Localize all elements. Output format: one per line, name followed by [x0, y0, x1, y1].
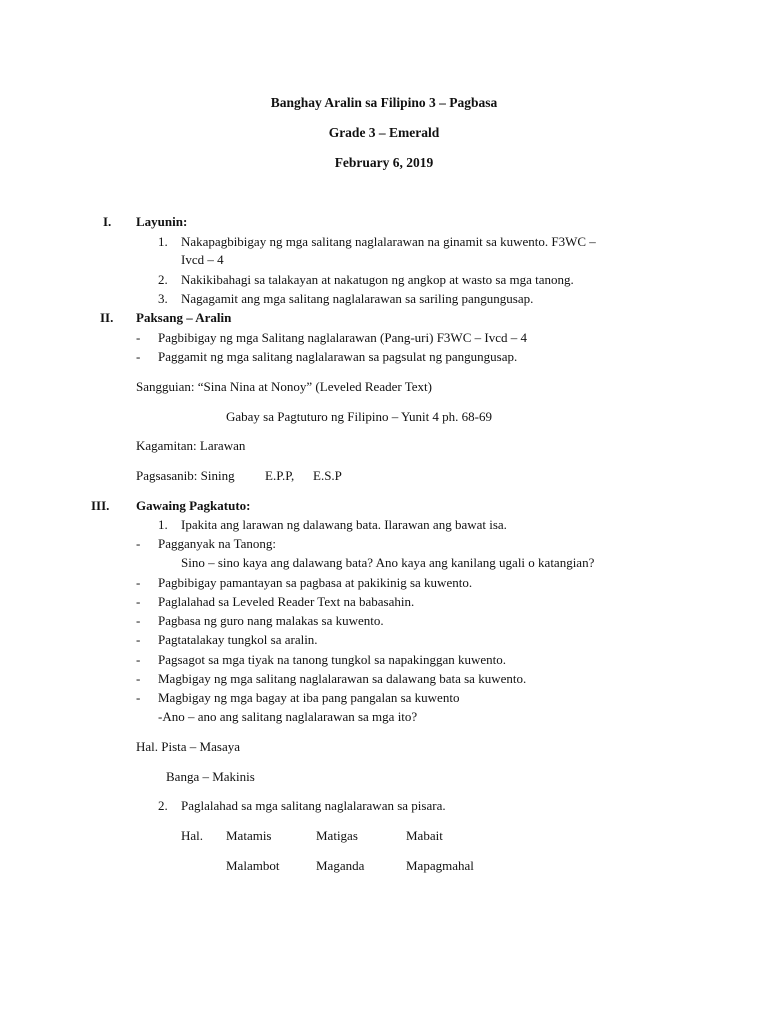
bullet-dash: - — [136, 330, 141, 345]
list-item: Paggamit ng mga salitang naglalarawan sa pagsulat ng pangungusap. — [158, 349, 518, 364]
word-cell: Matamis — [226, 828, 272, 843]
bullet-dash: - — [136, 575, 141, 590]
list-item: Paglalahad sa mga salitang naglalarawan sa pisara. — [181, 798, 446, 813]
list-item: Pagbibigay ng mga Salitang naglalarawan (Pang-uri) F3WC – Ivcd – 4 — [158, 330, 527, 345]
bullet-dash: - — [136, 690, 141, 705]
pagganyak-question: Sino – sino kaya ang dalawang bata? Ano kaya ang kanilang ugali o katangian? — [181, 555, 595, 570]
list-number: 3. — [158, 291, 168, 306]
list-item: Pagtatalakay tungkol sa aralin. — [158, 632, 318, 647]
word-cell: Mapagmahal — [406, 858, 474, 873]
list-item: Pagbibigay pamantayan sa pagbasa at pakikinig sa kuwento. — [158, 575, 473, 590]
bullet-dash: - — [136, 652, 141, 667]
section-numeral-i: I. — [103, 214, 112, 229]
list-item: Pagsagot sa mga tiyak na tanong tungkol sa napakinggan kuwento. — [158, 652, 507, 667]
gabay-line: Gabay sa Pagtuturo ng Filipino – Yunit 4 ph. 68-69 — [226, 409, 493, 424]
section-heading-gawain: Gawaing Pagkatuto: — [136, 498, 251, 513]
bullet-dash: - — [136, 613, 141, 628]
word-cell: Matigas — [316, 828, 358, 843]
list-item: Nakikibahagi sa talakayan at nakatugon ng angkop at wasto sa mga tanong. — [181, 272, 574, 287]
word-cell: Malambot — [226, 858, 280, 873]
grade-line: Grade 3 – Emerald — [328, 125, 440, 140]
section-numeral-iii: III. — [91, 498, 110, 513]
list-number: 1. — [158, 234, 168, 249]
section-heading-layunin: Layunin: — [136, 214, 188, 229]
bullet-dash: - — [136, 632, 141, 647]
list-item: Nagagamit ang mga salitang naglalarawan sa sariling pangungusap. — [181, 291, 534, 306]
list-item: Magbigay ng mga salitang naglalarawan sa dalawang bata sa kuwento. — [158, 671, 527, 686]
bullet-dash: - — [136, 536, 141, 551]
bullet-dash: - — [136, 671, 141, 686]
sanggunian-line: Sangguian: “Sina Nina at Nonoy” (Leveled Reader Text) — [136, 379, 432, 394]
pagganyak-label: Pagganyak na Tanong: — [158, 536, 276, 551]
list-item: Nakapagbibigay ng mga salitang naglalarawan na ginamit sa kuwento. F3WC – — [181, 234, 596, 249]
section-heading-paksa: Paksang – Aralin — [136, 310, 232, 325]
list-number: 2. — [158, 798, 168, 813]
pagsasanib-label: Pagsasanib: Sining — [136, 468, 235, 483]
document-title: Banghay Aralin sa Filipino 3 – Pagbasa — [270, 95, 498, 110]
list-item-continuation: Ivcd – 4 — [181, 252, 224, 267]
bullet-dash: - — [136, 594, 141, 609]
list-item: Paglalahad sa Leveled Reader Text na babasahin. — [158, 594, 415, 609]
list-number: 2. — [158, 272, 168, 287]
halimbawa-1: Hal. Pista – Masaya — [136, 739, 240, 754]
date-line: February 6, 2019 — [334, 155, 434, 170]
kagamitan-line: Kagamitan: Larawan — [136, 438, 246, 453]
pagsasanib-esp: E.S.P — [313, 468, 342, 483]
list-item: Ipakita ang larawan ng dalawang bata. Ilarawan ang bawat isa. — [181, 517, 507, 532]
list-item: Pagbasa ng guro nang malakas sa kuwento. — [158, 613, 384, 628]
word-cell: Mabait — [406, 828, 443, 843]
hal-label: Hal. — [181, 828, 204, 843]
sub-question: -Ano – ano ang salitang naglalarawan sa mga ito? — [158, 709, 418, 724]
list-number: 1. — [158, 517, 168, 532]
section-numeral-ii: II. — [100, 310, 114, 325]
word-cell: Maganda — [316, 858, 365, 873]
bullet-dash: - — [136, 349, 141, 364]
list-item: Magbigay ng mga bagay at iba pang pangalan sa kuwento — [158, 690, 460, 705]
pagsasanib-epp: E.P.P, — [265, 468, 295, 483]
halimbawa-2: Banga – Makinis — [166, 769, 255, 784]
